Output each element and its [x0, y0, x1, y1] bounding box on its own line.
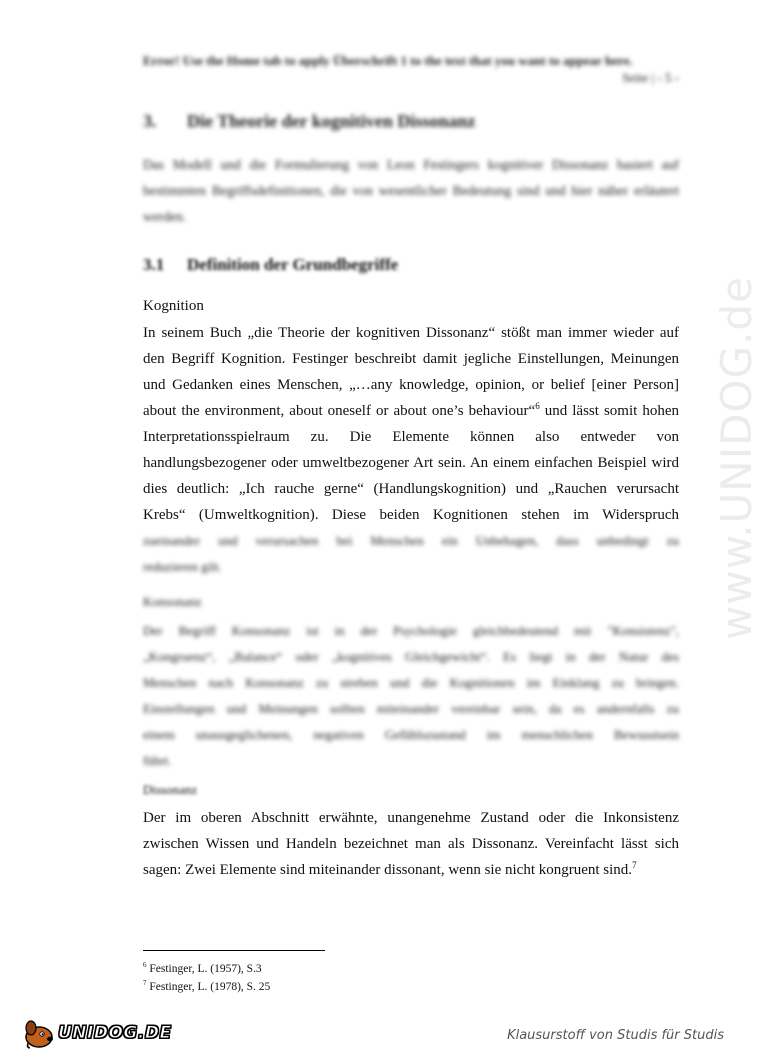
kognition-paragraph-continued: [143, 528, 679, 580]
slogan: Klausurstoff von Studis für Studis: [507, 1028, 724, 1043]
dissonanz-paragraph: [143, 805, 679, 883]
paragraph-line-tail: und lässt somit hohen: [539, 403, 679, 419]
paragraph-line: Interpretationsspielraum zu. Die Elemente können also entweder von: [143, 429, 679, 445]
paragraph-line: [143, 857, 679, 883]
paragraph-line: Einstellungen und Meinungen sollten miteinander vereinbar sein, da es andernfalls zu: [143, 701, 679, 716]
section-number: 3.1: [143, 255, 165, 274]
paragraph-line: und Gedanken eines Menschen, „…any knowledge, opinion, or belief [einer Person]: [143, 377, 679, 393]
paragraph-line: „Kongruenz“, „Balance“ oder „kognitives Gleichgewicht“. Es liegt in der Natur des: [143, 649, 679, 664]
paragraph-line: handlungsbezogener oder umweltbezogener Art sein. An einem einfachen Beispiel wird: [143, 455, 679, 471]
page-number: Seite | - 5 -: [622, 70, 679, 85]
footnote-number: 7: [143, 978, 147, 987]
footnote: [143, 958, 270, 976]
paragraph-line: Der im oberen Abschnitt erwähnte, unangenehme Zustand oder die Inkonsistenz: [143, 810, 679, 826]
section-heading: [143, 255, 679, 275]
paragraph-line: In seinem Buch „die Theorie der kognitiven Dissonanz“ stößt man immer wieder auf: [143, 325, 679, 341]
chapter-heading: [143, 111, 679, 132]
chapter-title: Die Theorie der kognitiven Dissonanz: [187, 111, 476, 131]
watermark: www.UNIDOG.de: [712, 276, 761, 640]
section-title: Definition der Grundbegriffe: [187, 255, 399, 274]
konsonanz-paragraph: [143, 618, 679, 774]
footnote-text: Festinger, L. (1957), S.3: [146, 962, 262, 975]
paragraph-line: [143, 398, 679, 424]
footnotes: [143, 958, 270, 994]
term-dissonanz: Dissonanz: [143, 782, 198, 797]
footnote-number: 6: [143, 961, 147, 969]
logo-text: UNIDOG.DE: [58, 1023, 172, 1043]
footnote-text: Festinger, L. (1978), S. 25: [146, 980, 271, 993]
paragraph-line: zueinander und verursachen bei Menschen ein Unbehagen, dass unbedingt zu: [143, 533, 679, 548]
paragraph-line: zwischen Wissen und Handeln bezeichnet man als Dissonanz. Vereinfacht lässt sich: [143, 836, 679, 852]
footnote: [143, 976, 270, 994]
dog-mascot-icon: [22, 1017, 56, 1049]
footnote-divider: [143, 950, 325, 951]
paragraph-line-text: sagen: Zwei Elemente sind miteinander dissonant, wenn sie nicht kongruent sind.: [143, 862, 633, 878]
page-header: [143, 52, 679, 85]
paragraph-line: Krebs“ (Umweltkognition). Diese beiden Kognitionen stehen im Widerspruch: [143, 507, 679, 523]
paragraph-line: Menschen nach Konsonanz zu streben und die Kognitionen im Einklang zu bringen.: [143, 675, 679, 690]
unidog-logo[interactable]: [22, 1017, 172, 1049]
paragraph-line-text: about the environment, about oneself or about one’s behaviour“: [143, 403, 536, 419]
term-konsonanz: Konsonanz: [143, 594, 202, 609]
chapter-number: 3.: [143, 111, 157, 131]
paragraph-line: Der Begriff Konsonanz ist in der Psychologie gleichbedeutend mit "Konsistenz",: [143, 623, 679, 638]
footnote-ref: 6: [535, 401, 540, 411]
paragraph-line: reduzieren gilt.: [143, 559, 222, 574]
paragraph-line: dies deutlich: „Ich rauche gerne“ (Handlungskognition) und „Rauchen verursacht: [143, 481, 679, 497]
chapter-intro: Das Modell und die Formulierung von Leon Festingers kognitiver Dissonanz basiert auf bestimmten Begriffsdefinitionen, die von wesentlicher Bedeutung sind und hier näher erläutert werden.: [143, 157, 679, 224]
footnote-ref: 7: [632, 860, 637, 870]
kognition-paragraph: [143, 320, 679, 528]
term-kognition: Kognition: [143, 298, 204, 314]
header-error-text: Error! Use the Home tab to apply Überschrift 1 to the text that you want to appear here.: [143, 53, 633, 68]
paragraph-line: einem unausgeglichenen, negativen Gefühlszustand im menschlichen Bewusstsein: [143, 727, 679, 742]
paragraph-line: führt.: [143, 753, 172, 768]
paragraph-line: den Begriff Kognition. Festinger beschreibt damit jegliche Einstellungen, Meinungen: [143, 351, 679, 367]
